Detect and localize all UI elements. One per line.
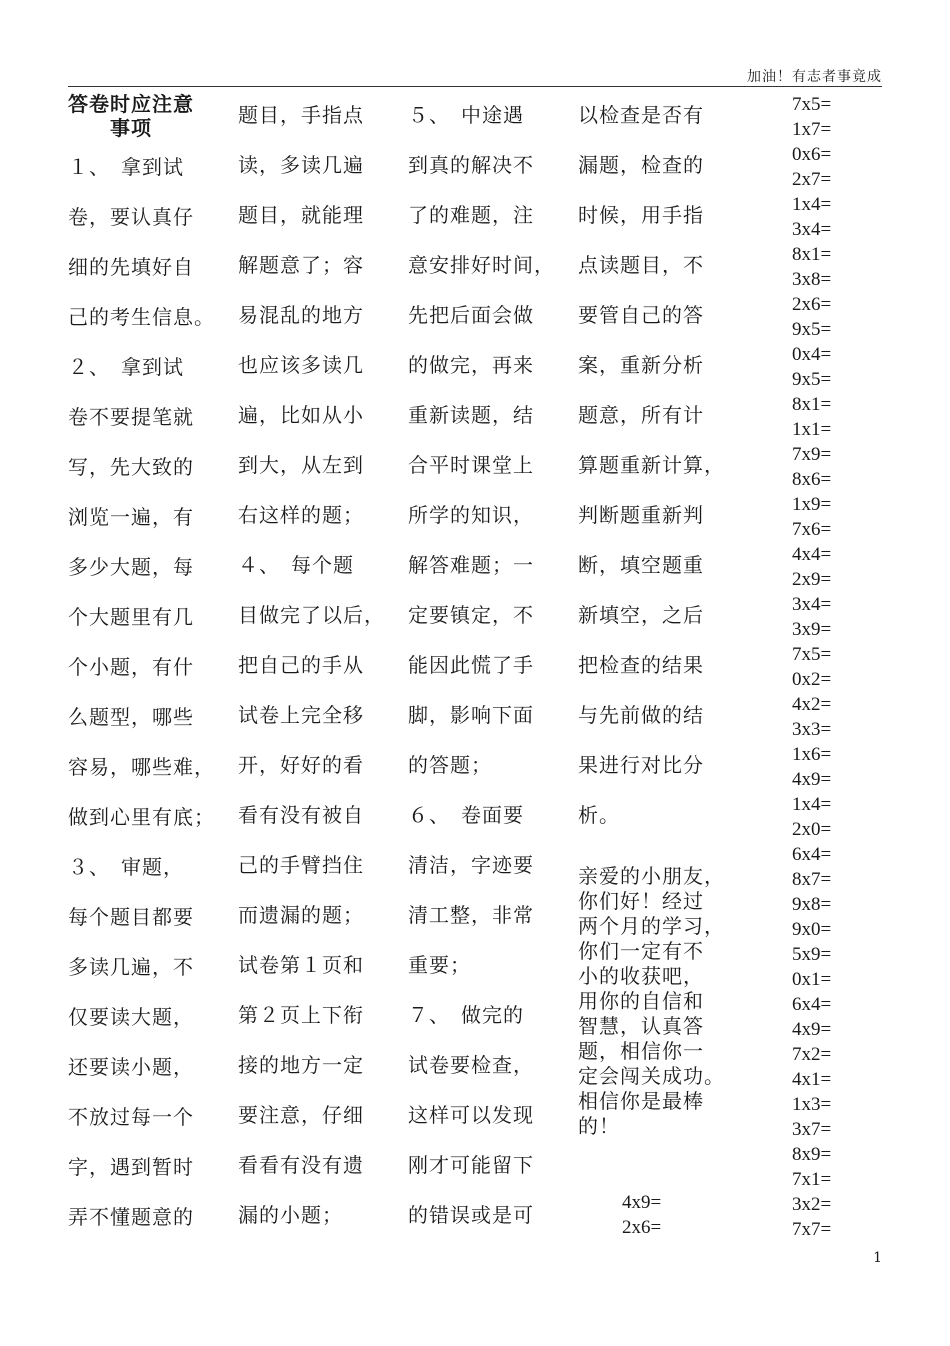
math-problem: 1x1= bbox=[792, 419, 832, 440]
text-line: 到真的解决不 bbox=[408, 153, 534, 177]
math-problem: 9x8= bbox=[792, 894, 832, 915]
math-problem: 6x4= bbox=[792, 844, 832, 865]
math-problem: 1x7= bbox=[792, 119, 832, 140]
column-4 bbox=[578, 90, 738, 840]
text-line: 试卷要检查， bbox=[408, 1053, 534, 1077]
text-line: 新填空，之后 bbox=[578, 603, 704, 627]
text-line: 时候，用手指 bbox=[578, 203, 704, 227]
text-line: 所学的知识， bbox=[408, 503, 534, 527]
text-line: 的！ bbox=[578, 1114, 620, 1138]
text-line: 还要读小题， bbox=[68, 1055, 194, 1079]
math-problem: 4x4= bbox=[792, 544, 832, 565]
text-line: 个大题里有几 bbox=[68, 605, 194, 629]
text-line: 用你的自信和 bbox=[578, 989, 704, 1013]
math-problem: 3x4= bbox=[792, 594, 832, 615]
text-line: 仅要读大题， bbox=[68, 1005, 194, 1029]
math-problem: 9x0= bbox=[792, 919, 832, 940]
math-problem: 1x4= bbox=[792, 794, 832, 815]
text-line: 读，多读几遍 bbox=[238, 153, 364, 177]
text-line: 合平时课堂上 bbox=[408, 453, 534, 477]
math-problem: 4x2= bbox=[792, 694, 832, 715]
math-problem: 6x4= bbox=[792, 994, 832, 1015]
math-problem: 8x7= bbox=[792, 869, 832, 890]
section-title-line2: 事项 bbox=[110, 116, 152, 140]
text-line: 清洁，字迹要 bbox=[408, 853, 534, 877]
text-line: 你们一定有不 bbox=[578, 939, 704, 963]
greeting-message bbox=[578, 864, 748, 1139]
text-line: 卷不要提笔就 bbox=[68, 405, 194, 429]
text-line: ４、 每个题 bbox=[238, 553, 354, 577]
text-line: 刚才可能留下 bbox=[408, 1153, 534, 1177]
text-line: 算题重新计算， bbox=[578, 453, 725, 477]
text-line: 解题意了；容 bbox=[238, 253, 364, 277]
math-problem: 7x2= bbox=[792, 1044, 832, 1065]
math-problem: 2x6= bbox=[622, 1217, 662, 1238]
text-line: ６、 卷面要 bbox=[408, 803, 524, 827]
text-line: 清工整，非常 bbox=[408, 903, 534, 927]
text-line: 相信你是最棒 bbox=[578, 1089, 704, 1113]
text-line: １、 拿到试 bbox=[68, 155, 184, 179]
text-line: 小的收获吧， bbox=[578, 964, 704, 988]
text-line: 写，先大致的 bbox=[68, 455, 194, 479]
text-line: 做到心里有底； bbox=[68, 805, 215, 829]
math-problem: 9x5= bbox=[792, 369, 832, 390]
text-line: 遍，比如从小 bbox=[238, 403, 364, 427]
text-line: 题目，就能理 bbox=[238, 203, 364, 227]
math-problem: 7x9= bbox=[792, 444, 832, 465]
math-problem: 7x6= bbox=[792, 519, 832, 540]
column-3 bbox=[408, 90, 568, 1240]
text-line: 果进行对比分 bbox=[578, 753, 704, 777]
text-line: 不放过每一个 bbox=[68, 1105, 194, 1129]
text-line: 意安排好时间， bbox=[408, 253, 555, 277]
math-problem: 0x6= bbox=[792, 144, 832, 165]
math-problem: 7x5= bbox=[792, 94, 832, 115]
section-title-line1: 答卷时应注意 bbox=[68, 92, 194, 116]
text-line: 多读几遍，不 bbox=[68, 955, 194, 979]
text-line: 弄不懂题意的 bbox=[68, 1205, 194, 1229]
text-line: 这样可以发现 bbox=[408, 1103, 534, 1127]
text-line: 卷，要认真仔 bbox=[68, 205, 194, 229]
text-line: 也应该多读几 bbox=[238, 353, 364, 377]
text-line: 亲爱的小朋友， bbox=[578, 864, 725, 888]
text-line: 容易，哪些难， bbox=[68, 755, 215, 779]
text-line: 己的考生信息。 bbox=[68, 305, 215, 329]
math-problem: 0x1= bbox=[792, 969, 832, 990]
text-line: 看看有没有遗 bbox=[238, 1153, 364, 1177]
text-line: 重要； bbox=[408, 953, 471, 977]
text-line: 漏题，检查的 bbox=[578, 153, 704, 177]
math-problem: 0x4= bbox=[792, 344, 832, 365]
math-problem: 2x0= bbox=[792, 819, 832, 840]
math-problem: 1x4= bbox=[792, 194, 832, 215]
math-problem: 4x9= bbox=[792, 1019, 832, 1040]
text-line: ５、 中途遇 bbox=[408, 103, 524, 127]
math-problem: 7x7= bbox=[792, 1219, 832, 1240]
text-line: 要管自己的答 bbox=[578, 303, 704, 327]
math-problem: 2x6= bbox=[792, 294, 832, 315]
math-problem: 8x1= bbox=[792, 394, 832, 415]
text-line: 的错误或是可 bbox=[408, 1203, 534, 1227]
math-problem: 2x9= bbox=[792, 569, 832, 590]
math-problem: 3x7= bbox=[792, 1119, 832, 1140]
text-line: 能因此慌了手 bbox=[408, 653, 534, 677]
text-line: 而遗漏的题； bbox=[238, 903, 364, 927]
math-problem: 1x6= bbox=[792, 744, 832, 765]
bottom-math-problems bbox=[622, 1190, 661, 1240]
math-problem: 0x2= bbox=[792, 669, 832, 690]
text-line: ３、 审题， bbox=[68, 855, 184, 879]
text-line: 多少大题，每 bbox=[68, 555, 194, 579]
math-problem: 9x5= bbox=[792, 319, 832, 340]
math-problem: 4x9= bbox=[792, 769, 832, 790]
text-line: 你们好！经过 bbox=[578, 889, 704, 913]
text-line: 试卷第１页和 bbox=[238, 953, 364, 977]
math-problem: 8x9= bbox=[792, 1144, 832, 1165]
math-problem: 5x9= bbox=[792, 944, 832, 965]
math-problem: 3x9= bbox=[792, 619, 832, 640]
text-line: 判断题重新判 bbox=[578, 503, 704, 527]
text-line: 么题型，哪些 bbox=[68, 705, 194, 729]
math-problem: 1x9= bbox=[792, 494, 832, 515]
text-line: 案，重新分析 bbox=[578, 353, 704, 377]
header-slogan: 加油！有志者事竟成 bbox=[747, 69, 882, 85]
column-2 bbox=[238, 90, 398, 1240]
text-line: 浏览一遍，有 bbox=[68, 505, 194, 529]
math-problem: 4x1= bbox=[792, 1069, 832, 1090]
text-line: 先把后面会做 bbox=[408, 303, 534, 327]
right-math-problems bbox=[792, 92, 831, 1242]
column-1-lines bbox=[68, 142, 228, 1242]
text-line: 右这样的题； bbox=[238, 503, 364, 527]
math-problem: 3x2= bbox=[792, 1194, 832, 1215]
text-line: 定会闯关成功。 bbox=[578, 1064, 725, 1088]
math-problem: 7x5= bbox=[792, 644, 832, 665]
column-1 bbox=[68, 90, 228, 1242]
text-line: ２、 拿到试 bbox=[68, 355, 184, 379]
text-line: 每个题目都要 bbox=[68, 905, 194, 929]
text-line: ７、 做完的 bbox=[408, 1003, 524, 1027]
text-line: 以检查是否有 bbox=[578, 103, 704, 127]
text-line: 漏的小题； bbox=[238, 1203, 343, 1227]
section-title bbox=[68, 92, 228, 140]
text-line: 与先前做的结 bbox=[578, 703, 704, 727]
text-line: 题目，手指点 bbox=[238, 103, 364, 127]
text-line: 定要镇定，不 bbox=[408, 603, 534, 627]
text-line: 易混乱的地方 bbox=[238, 303, 364, 327]
page-number: 1 bbox=[873, 1250, 882, 1266]
text-line: 的答题； bbox=[408, 753, 492, 777]
text-line: 看有没有被自 bbox=[238, 803, 364, 827]
text-line: 个小题，有什 bbox=[68, 655, 194, 679]
text-line: 析。 bbox=[578, 803, 620, 827]
math-problem: 4x9= bbox=[622, 1192, 662, 1213]
math-problem: 8x6= bbox=[792, 469, 832, 490]
math-problem: 8x1= bbox=[792, 244, 832, 265]
text-line: 断，填空题重 bbox=[578, 553, 704, 577]
text-line: 要注意，仔细 bbox=[238, 1103, 364, 1127]
text-line: 第２页上下衔 bbox=[238, 1003, 364, 1027]
math-problem: 3x3= bbox=[792, 719, 832, 740]
math-problem: 1x3= bbox=[792, 1094, 832, 1115]
text-line: 两个月的学习， bbox=[578, 914, 725, 938]
math-problem: 3x4= bbox=[792, 219, 832, 240]
text-line: 到大，从左到 bbox=[238, 453, 364, 477]
text-line: 解答难题；一 bbox=[408, 553, 534, 577]
text-line: 把检查的结果 bbox=[578, 653, 704, 677]
text-line: 己的手臂挡住 bbox=[238, 853, 364, 877]
text-line: 试卷上完全移 bbox=[238, 703, 364, 727]
text-line: 点读题目，不 bbox=[578, 253, 704, 277]
text-line: 题意，所有计 bbox=[578, 403, 704, 427]
text-line: 的做完，再来 bbox=[408, 353, 534, 377]
text-line: 重新读题，结 bbox=[408, 403, 534, 427]
text-line: 脚，影响下面 bbox=[408, 703, 534, 727]
text-line: 目做完了以后， bbox=[238, 603, 385, 627]
text-line: 把自己的手从 bbox=[238, 653, 364, 677]
header-divider bbox=[68, 86, 882, 87]
math-problem: 7x1= bbox=[792, 1169, 832, 1190]
math-problem: 2x7= bbox=[792, 169, 832, 190]
text-line: 细的先填好自 bbox=[68, 255, 194, 279]
math-problem: 3x8= bbox=[792, 269, 832, 290]
text-line: 智慧，认真答 bbox=[578, 1014, 704, 1038]
text-line: 接的地方一定 bbox=[238, 1053, 364, 1077]
text-line: 题，相信你一 bbox=[578, 1039, 704, 1063]
text-line: 开，好好的看 bbox=[238, 753, 364, 777]
text-line: 字，遇到暂时 bbox=[68, 1155, 194, 1179]
text-line: 了的难题，注 bbox=[408, 203, 534, 227]
